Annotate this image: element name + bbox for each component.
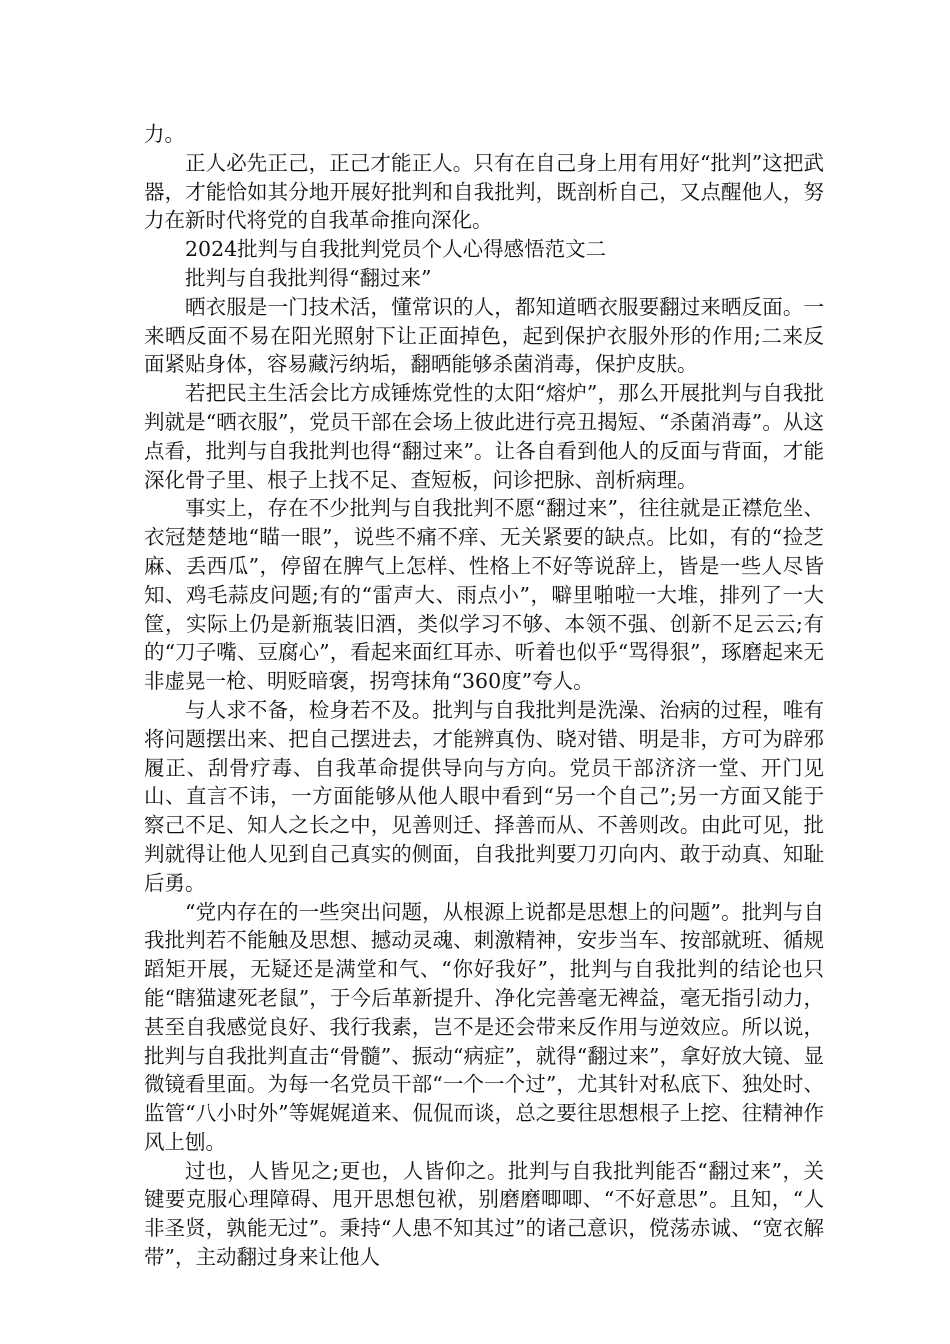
paragraph-9: “党内存在的一些突出问题，从根源上说都是思想上的问题”。批判与自我批判若不能触及思想、撼动灵魂、刺激精神，安步当车、按部就班、循规蹈矩开展，无疑还是满堂和气、“你好我好”，批判与自我批判的结论也只能“瞎猫逮死老鼠”，于今后革新提升、净化完善毫无裨益，毫无指引动力，甚至自我感觉良好、我行我素，岂不是还会带来反作用与逆效应。所以说，批判与自我批判直击“骨髓”、振动“病症”，就得“翻过来”，拿好放大镜、显微镜看里面。为每一名党员干部“一个一个过”，尤其针对私底下、独处时、监管“八小时外”等娓娓道来、侃侃而谈，总之要往思想根子上挖、往精神作风上刨。 — [144, 899, 824, 1154]
paragraph-8: 与人求不备，检身若不及。批判与自我批判是洗澡、治病的过程，唯有将问题摆出来、把自己摆进去，才能辨真伪、晓对错、明是非，方可为辟邪履正、刮骨疗毒、自我革命提供导向与方向。党员干部济济一堂、开门见山、直言不讳，一方面能够从他人眼中看到“另一个自己”;另一方面又能于察己不足、知人之长之中，见善则迁、择善而从、不善则改。由此可见，批判就得让他人见到自己真实的侧面，自我批判要刀刃向内、敢于动真、知耻后勇。 — [144, 697, 824, 895]
paragraph-10: 过也，人皆见之;更也，人皆仰之。批判与自我批判能否“翻过来”，关键要克服心理障碍、甩开思想包袱，别磨磨唧唧、“不好意思”。且知，“人非圣贤，孰能无过”。秉持“人患不知其过”的诸己意识，傥荡赤诚、“宽衣解带”，主动翻过身来让他人 — [144, 1158, 824, 1270]
paragraph-5: 晒衣服是一门技术活，懂常识的人，都知道晒衣服要翻过来晒反面。一来晒反面不易在阳光照射下让正面掉色，起到保护衣服外形的作用;二来反面紧贴身体，容易藏污纳垢，翻晒能够杀菌消毒，保护皮肤。 — [144, 294, 824, 377]
paragraph-7: 事实上，存在不少批判与自我批判不愿“翻过来”，往往就是正襟危坐、衣冠楚楚地“瞄一眼”，说些不痛不痒、无关紧要的缺点。比如，有的“捡芝麻、丢西瓜”，停留在脾气上怎样、性格上不好等说辞上，皆是一些人尽皆知、鸡毛蒜皮问题;有的“雷声大、雨点小”，噼里啪啦一大堆，排列了一大筐，实际上仍是新瓶装旧酒，类似学习不够、本领不强、创新不足云云;有的“刀子嘴、豆腐心”，看起来面红耳赤、听着也似乎“骂得狠”，琢磨起来无非虚晃一枪、明贬暗褒，拐弯抹角“360度”夸人。 — [144, 496, 824, 694]
article-title: 2024批判与自我批判党员个人心得感悟范文二 — [185, 237, 607, 262]
document-page — [144, 120, 824, 1272]
paragraph-6: 若把民主生活会比方成锤炼党性的太阳“熔炉”，那么开展批判与自我批判就是“晒衣服”，党员干部在会场上彼此进行亮丑揭短、“杀菌消毒”。从这点看，批判与自我批判也得“翻过来”。让各自看到他人的反面与背面，才能深化骨子里、根子上找不足、查短板，问诊把脉、剖析病理。 — [144, 381, 824, 492]
paragraph-2: 正人必先正己，正己才能正人。只有在自己身上用有用好“批判”这把武器，才能恰如其分地开展好批判和自我批判，既剖析自己，又点醒他人，努力在新时代将党的自我革命推向深化。 — [144, 150, 824, 233]
article-subtitle: 批判与自我批判得“翻过来” — [185, 265, 432, 290]
paragraph-1: 力。 — [144, 122, 185, 146]
